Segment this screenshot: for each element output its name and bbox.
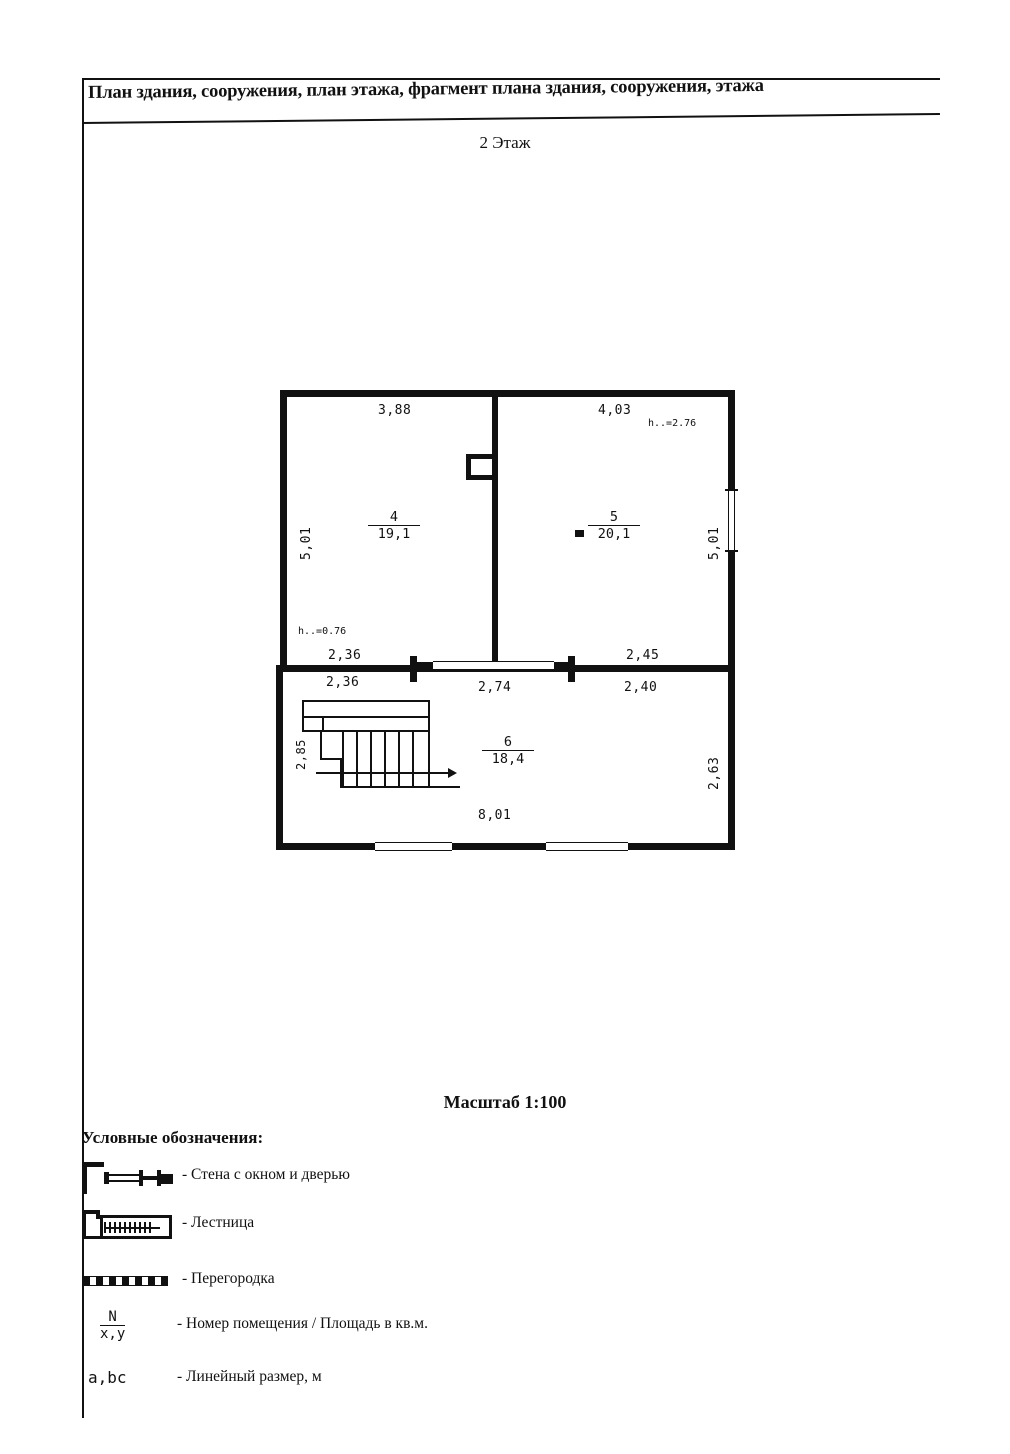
room-number-area-icon bbox=[82, 1305, 177, 1345]
legend-title: Условные обозначения: bbox=[82, 1128, 264, 1147]
window-bottom-left bbox=[375, 842, 452, 851]
window-right-upper-tick-a bbox=[725, 489, 738, 491]
wall-middle-vertical bbox=[492, 390, 498, 662]
door-opening-center bbox=[433, 661, 554, 670]
legend-label-wall: - Стена с окном и дверью bbox=[182, 1166, 350, 1183]
room-label-6 bbox=[482, 735, 534, 767]
stair-tread bbox=[322, 716, 324, 730]
stair-direction-line bbox=[316, 772, 450, 774]
dim-top-left: 3,88 bbox=[378, 403, 412, 418]
room-area-4: 19,1 bbox=[377, 526, 411, 542]
symbol-room-number: N bbox=[100, 1309, 125, 1326]
dim-top-right: 4,03 bbox=[598, 403, 632, 418]
stair-outline-left3 bbox=[320, 730, 322, 760]
window-right-upper-tick-b bbox=[725, 550, 738, 552]
legend-label-stairs: - Лестница bbox=[182, 1214, 255, 1231]
dim-right-vertical: 5,01 bbox=[707, 526, 722, 560]
wall-right-lower bbox=[728, 665, 735, 850]
dim-mid-right-upper: 2,45 bbox=[626, 648, 660, 663]
legend-label-partition: - Перегородка bbox=[182, 1270, 275, 1287]
stair-tread bbox=[356, 730, 358, 788]
wall-left-upper bbox=[280, 390, 287, 672]
legend-label-room-number: - Номер помещения / Площадь в кв.м. bbox=[177, 1315, 428, 1332]
stair-outline-right bbox=[428, 700, 430, 788]
door-jamb-left-2 bbox=[417, 662, 433, 667]
door-jamb-right-2 bbox=[554, 662, 570, 667]
stair-tread bbox=[412, 730, 414, 788]
stair-outline-left2 bbox=[302, 730, 322, 732]
dim-mid-center: 2,74 bbox=[478, 680, 512, 695]
partition-icon bbox=[82, 1262, 177, 1302]
dim-mid-left-lower: 2,36 bbox=[326, 675, 360, 690]
window-bottom-right bbox=[546, 842, 628, 851]
stair-tread bbox=[370, 730, 372, 788]
stairs-icon bbox=[82, 1206, 177, 1246]
door-jamb-left bbox=[410, 656, 417, 682]
legend-label-linear-size: - Линейный размер, м bbox=[177, 1368, 322, 1385]
stair-outline-left bbox=[302, 700, 304, 730]
window-right-upper bbox=[728, 490, 735, 552]
stair-tread bbox=[398, 730, 400, 788]
room-number-6: 6 bbox=[482, 735, 534, 751]
height-room4: h..=0.76 bbox=[298, 626, 347, 637]
stair-tread bbox=[342, 730, 344, 788]
stair-outline-bottom bbox=[340, 786, 460, 788]
stair-tread bbox=[384, 730, 386, 788]
document-title: План здания, сооружения, план этажа, фрагмент плана здания, сооружения, этажа bbox=[88, 75, 764, 103]
linear-size-icon bbox=[82, 1360, 177, 1400]
room-label-4 bbox=[368, 510, 420, 542]
room-label-5 bbox=[588, 510, 640, 542]
dim-mid-right-lower: 2,40 bbox=[624, 680, 658, 695]
floor-plan-drawing bbox=[270, 390, 740, 852]
wall-jog-horizontal-2 bbox=[466, 475, 498, 480]
dim-mid-left-upper: 2,36 bbox=[328, 648, 362, 663]
stair-tread-top-row bbox=[322, 730, 430, 732]
scale-label: Масштаб 1:100 bbox=[443, 1092, 567, 1112]
wall-top bbox=[280, 390, 735, 397]
room-area-6: 18,4 bbox=[491, 751, 525, 767]
wall-window-door-icon bbox=[82, 1158, 177, 1198]
floor-label: 2 Этаж bbox=[479, 133, 531, 152]
stair-outline-top bbox=[302, 700, 430, 702]
wall-bottom bbox=[276, 843, 735, 850]
stair-outline-left4 bbox=[320, 758, 342, 760]
symbol-linear-size: a,bc bbox=[88, 1368, 127, 1387]
height-room5: h..=2.76 bbox=[648, 418, 697, 429]
dim-left-vertical: 5,01 bbox=[299, 526, 314, 560]
room-area-5: 20,1 bbox=[597, 526, 631, 542]
dim-left-lower-vertical: 2,85 bbox=[294, 739, 308, 770]
room-number-5: 5 bbox=[588, 510, 640, 526]
room-number-4: 4 bbox=[368, 510, 420, 526]
wall-left-lower bbox=[276, 665, 283, 850]
symbol-room-area: x,y bbox=[100, 1326, 126, 1342]
fixture-marker-room5 bbox=[575, 530, 584, 537]
dim-right-lower-vertical: 2,63 bbox=[707, 756, 722, 790]
stair-direction-arrow bbox=[448, 768, 457, 778]
door-jamb-right bbox=[568, 656, 575, 682]
stair-tread-row2 bbox=[304, 716, 430, 718]
dim-bottom: 8,01 bbox=[478, 808, 512, 823]
